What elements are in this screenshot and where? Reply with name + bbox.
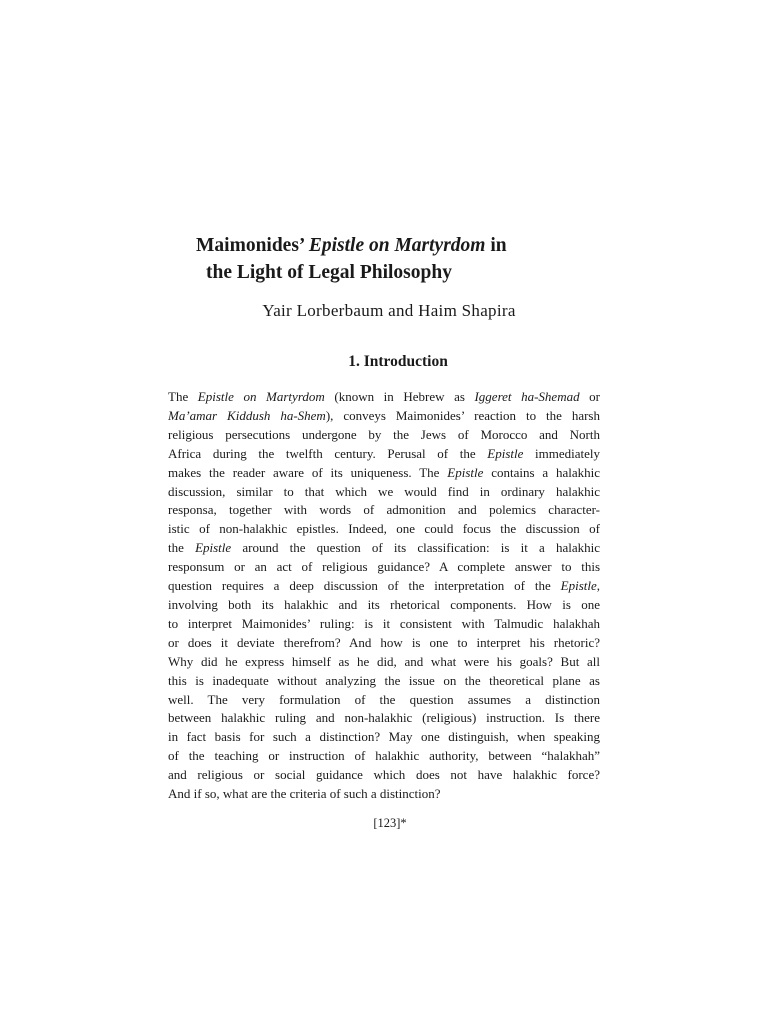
paragraph-line xyxy=(168,728,600,747)
paragraph-line xyxy=(168,407,600,426)
paragraph-line xyxy=(168,785,600,804)
text-run: and religious or social guidance which does not have halakhic force? xyxy=(168,767,600,783)
paragraph-line xyxy=(168,672,600,691)
italic-text: Epistle on Martyrdom xyxy=(197,389,325,404)
paragraph-line xyxy=(168,445,600,464)
text-run: The xyxy=(168,389,198,404)
text-run: to interpret Maimonides’ ruling: is it consistent with Talmudic halakhah xyxy=(168,615,600,631)
text-run: between halakhic ruling and non-halakhic (religious) instruction. Is there xyxy=(168,710,600,726)
text-run: immediately xyxy=(523,445,600,461)
paragraph-line xyxy=(168,634,600,653)
paragraph-line xyxy=(168,615,600,634)
paragraph-line xyxy=(168,558,600,577)
paragraph-line xyxy=(168,747,600,766)
text-run: this is inadequate without analyzing the issue on the theoretical plane as xyxy=(168,672,600,688)
text-run: Why did he express himself as he did, and what were his goals? But all xyxy=(168,653,600,669)
page-number-text: [123]* xyxy=(373,816,407,830)
text-run: the xyxy=(168,540,196,556)
text-run: or xyxy=(579,389,600,404)
text-run: Africa during the twelfth century. Perusal of the xyxy=(168,445,488,461)
text-run: in fact basis for such a distinction? May one distinguish, when speaking xyxy=(168,729,600,745)
text-run: (known in Hebrew as xyxy=(324,389,475,404)
section-heading xyxy=(0,353,768,371)
paragraph-line xyxy=(168,501,600,520)
text-run: , xyxy=(596,578,600,594)
paragraph-line xyxy=(168,577,600,596)
text-run: or does it deviate therefrom? And how is one to interpret his rhetoric? xyxy=(168,634,600,650)
text-run: ), conveys Maimonides’ reaction to the harsh xyxy=(325,407,600,423)
text-run: involving both its halakhic and its rhetorical components. How is one xyxy=(168,596,600,612)
text-run: makes the reader aware of its uniqueness. The xyxy=(168,464,448,480)
page-number xyxy=(0,816,768,831)
paragraph-line xyxy=(168,388,600,407)
text-run: of the teaching or instruction of halakhic authority, between “halakhah” xyxy=(168,748,600,764)
paragraph-line xyxy=(168,426,600,445)
title-text: in xyxy=(485,235,507,256)
section-heading-text: 1. Introduction xyxy=(348,353,448,370)
paragraph-line xyxy=(168,766,600,785)
article-title xyxy=(160,232,620,286)
author-byline xyxy=(0,301,768,321)
italic-text: Epistle xyxy=(560,578,597,594)
text-run: religious persecutions undergone by the Jews of Morocco and North xyxy=(168,426,600,442)
paragraph-line xyxy=(168,653,600,672)
title-line-1 xyxy=(160,232,620,259)
paragraph-line xyxy=(168,691,600,710)
text-run: question requires a deep discussion of the interpretation of the xyxy=(168,578,561,594)
text-run: discussion, similar to that which we would find in ordinary halakhic xyxy=(168,483,600,499)
italic-text: Epistle xyxy=(195,540,232,556)
title-line-2: the Light of Legal Philosophy xyxy=(206,262,452,283)
paragraph-line xyxy=(168,596,600,615)
italic-text: Epistle xyxy=(487,445,524,461)
paragraph-line xyxy=(168,709,600,728)
text-run: responsa, together with words of admonition and polemics character- xyxy=(168,502,600,518)
text-run: responsum or an act of religious guidance? A complete answer to this xyxy=(168,559,600,575)
author-names: Yair Lorberbaum and Haim Shapira xyxy=(262,301,516,320)
title-text: Maimonides’ xyxy=(196,235,309,256)
italic-text: Epistle xyxy=(447,464,484,480)
paragraph-line xyxy=(168,520,600,539)
paragraph-line xyxy=(168,483,600,502)
text-run: And if so, what are the criteria of such a distinction? xyxy=(168,786,441,802)
text-run: contains a halakhic xyxy=(483,464,600,480)
italic-text: Iggeret ha-Shemad xyxy=(474,389,580,404)
text-run: well. The very formulation of the question assumes a distinction xyxy=(168,691,600,707)
title-italic-text: Epistle on Martyrdom xyxy=(308,235,486,256)
italic-text: Ma’amar Kiddush ha-Shem xyxy=(168,407,326,423)
text-run: istic of non-halakhic epistles. Indeed, one could focus the discussion of xyxy=(168,521,600,537)
text-run: around the question of its classification: is it a halakhic xyxy=(231,540,600,556)
introduction-paragraph xyxy=(168,388,600,804)
paragraph-line xyxy=(168,539,600,558)
paragraph-line xyxy=(168,464,600,483)
